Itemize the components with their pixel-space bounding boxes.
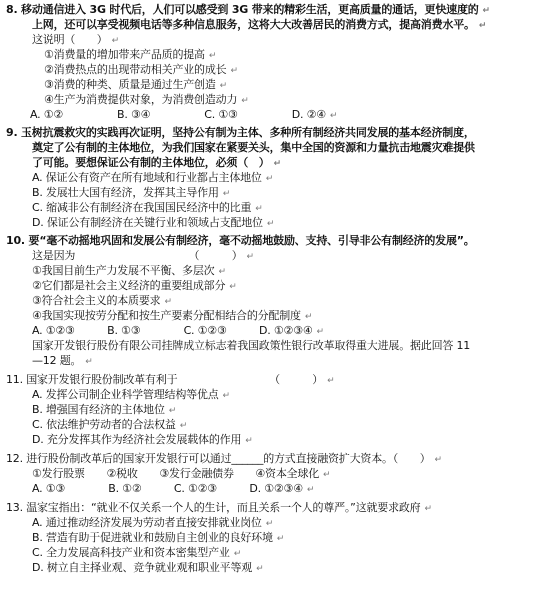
passage-line1: 国家开发银行股份有限公司挂牌成立标志着我国政策性银行改革取得重大进展。据此回答 11 <box>32 339 471 352</box>
q9-option-d: D. 保证公有制经济在关键行业和领域占支配地位 ↵ <box>32 216 275 229</box>
q11-option-c: C. 依法维护劳动者的合法权益 ↵ <box>32 418 188 431</box>
q12-statements: ①发行股票 ②税收 ③发行金融债券 ④资本全球化 ↵ <box>32 467 331 480</box>
q10-stem-line1: 10. 要“毫不动摇地巩固和发展公有制经济，毫不动摇地鼓励、支持、引导非公有制经济的发展”。 <box>6 234 475 247</box>
q11-option-b: B. 增强国有经济的主体地位 ↵ <box>32 403 177 416</box>
q9-option-c: C. 缩减非公有制经济在我国国民经济中的比重 ↵ <box>32 201 263 214</box>
q8-statement-1: ①消费量的增加带来产品质的提高 ↵ <box>44 48 217 61</box>
q10-statement-2: ②它们都是社会主义经济的重要组成部分 ↵ <box>32 279 237 292</box>
q8-options: A. ①② B. ③④ C. ①③ D. ②④ ↵ <box>30 108 338 121</box>
q8-stem-line3: 这说明（ ） ↵ <box>32 33 119 46</box>
q13-option-b: B. 营造有助于促进就业和鼓励自主创业的良好环境 ↵ <box>32 531 285 544</box>
q8-statement-2: ②消费热点的出现带动相关产业的成长 ↵ <box>44 63 238 76</box>
q8-statement-4: ④生产为消费提供对象，为消费创造动力 ↵ <box>44 93 249 106</box>
q12-options: A. ①③ B. ①② C. ①②③ D. ①②③④ ↵ <box>32 482 315 495</box>
q13-stem: 13. 温家宝指出：“就业不仅关系一个人的生计，而且关系一个人的尊严。”这就要求政府 ↵ <box>6 501 432 514</box>
q8-statement-3: ③消费的种类、质量是通过生产创造 ↵ <box>44 78 228 91</box>
q8-stem-line1: 8. 移动通信进入 3G 时代后，人们可以感受到 3G 带来的精彩生活，更高质量的通话，更快速度的 ↵ <box>6 3 490 16</box>
q13-option-c: C. 全力发展高科技产业和资本密集型产业 ↵ <box>32 546 242 559</box>
q10-statement-3: ③符合社会主义的本质要求 ↵ <box>32 294 172 307</box>
q9-stem-line3: 了可能。要想保证公有制的主体地位，必须（ ） ↵ <box>32 156 281 169</box>
q9-option-b: B. 发展壮大国有经济，发挥其主导作用 ↵ <box>32 186 231 199</box>
q10-statement-1: ①我国目前生产力发展不平衡、多层次 ↵ <box>32 264 226 277</box>
q12-stem: 12. 进行股份制改革后的国家开发银行可以通过______的方式直接融资扩大资本。（ ） ↵ <box>6 452 442 465</box>
q8-stem-line2: 上网，还可以享受视频电话等多种信息服务，这将大大改善居民的消费方式，提高消费水平。 ↵ <box>32 18 487 31</box>
q10-statement-4: ④我国实现按劳分配和按生产要素分配相结合的分配制度 ↵ <box>32 309 313 322</box>
q11-option-d: D. 充分发挥其作为经济社会发展载体的作用 ↵ <box>32 433 253 446</box>
q13-option-a: A. 通过推动经济发展为劳动者直接安排就业岗位 ↵ <box>32 516 274 529</box>
q11-option-a: A. 发挥公司制企业科学管理结构等优点 ↵ <box>32 388 230 401</box>
q9-stem-line2: 奠定了公有制的主体地位，为我们国家在紧要关头，集中全国的资源和力量抗击地震灾难提供 <box>32 141 475 154</box>
q13-option-d: D. 树立自主择业观、竞争就业观和职业平等观 ↵ <box>32 561 264 574</box>
q10-stem-line2: 这是因为 （ ） ↵ <box>32 249 254 262</box>
q10-options: A. ①②③ B. ①③ C. ①②③ D. ①②③④ ↵ <box>32 324 324 337</box>
q11-stem: 11. 国家开发银行股份制改革有利于 （ ） ↵ <box>6 373 335 386</box>
passage-line2: —12 题。 ↵ <box>32 354 93 367</box>
q9-stem-line1: 9. 玉树抗震救灾的实践再次证明，坚持公有制为主体、多种所有制经济共同发展的基本经济制度， <box>6 126 475 139</box>
q9-option-a: A. 保证公有资产在所有地域和行业都占主体地位 ↵ <box>32 171 274 184</box>
